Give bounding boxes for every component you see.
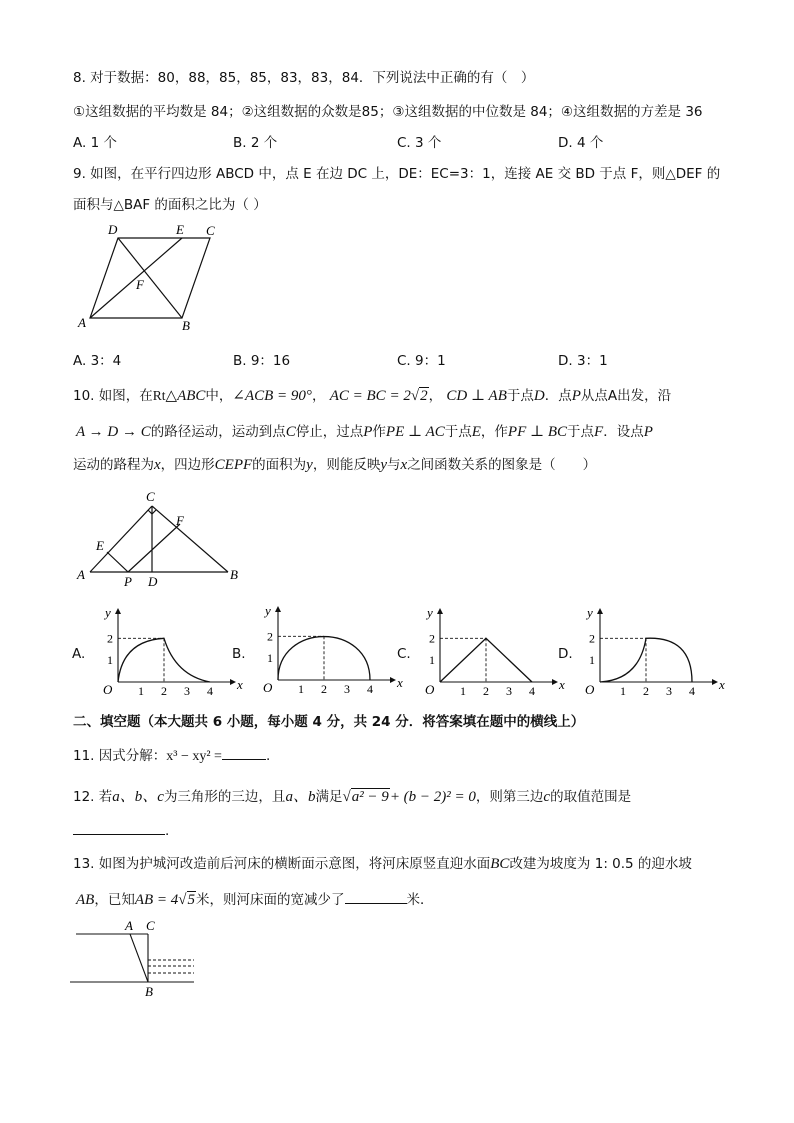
y-axis-arrow: [597, 608, 603, 614]
label-b: B: [145, 984, 153, 999]
axis-label-y: y: [105, 605, 111, 620]
x-tick-4: 4: [207, 684, 213, 698]
y-tick-2: 2: [107, 631, 113, 646]
label-a: A: [78, 315, 86, 330]
y-tick-2: 2: [429, 631, 435, 646]
q8-option-d: D. 4 个: [558, 135, 604, 151]
x-tick-2: 2: [643, 684, 649, 698]
axis-label-x: x: [559, 677, 565, 692]
q9-option-a: A. 3：4: [73, 353, 122, 369]
axis-label-x: x: [397, 675, 403, 690]
label-p: P: [124, 574, 132, 589]
y-tick-2: 2: [267, 629, 273, 644]
label-f: F: [136, 277, 144, 292]
q12-answer-line: .: [73, 820, 169, 839]
q11-answer-blank[interactable]: [222, 745, 266, 760]
q12-answer-blank[interactable]: [73, 820, 165, 835]
x-tick-1: 1: [138, 684, 144, 698]
q10-line1: 10. 如图，在Rt△ABC中，∠ACB = 90°， AC = BC = 2√2， CD ⊥ AB于点D．点P从点A出发，沿: [73, 388, 672, 404]
water-lines: [148, 960, 194, 973]
axis-label-y: y: [265, 603, 271, 618]
origin-label: O: [103, 682, 113, 697]
q9-option-d: D. 3：1: [558, 353, 608, 369]
graph-b-label: B.: [232, 646, 246, 662]
x-axis-arrow: [712, 679, 718, 685]
x-tick-2: 2: [483, 684, 489, 698]
q8-option-a: A. 1 个: [73, 135, 117, 151]
graph-a-label: A.: [72, 646, 86, 662]
q10-line3: 运动的路程为x，四边形CEPF的面积为y，则能反映y与x之间函数关系的图象是（ ）: [73, 457, 597, 473]
axis-label-x: x: [237, 677, 243, 692]
label-f: F: [176, 513, 184, 528]
label-b: B: [182, 318, 190, 333]
y-tick-2: 2: [589, 631, 595, 646]
graph-d: [578, 604, 725, 702]
graph-b: [256, 602, 403, 700]
x-tick-3: 3: [344, 682, 350, 696]
label-a: A: [125, 918, 133, 933]
y-tick-1: 1: [589, 653, 595, 668]
segment-pf: [128, 524, 180, 572]
origin-label: O: [263, 680, 273, 695]
x-axis-arrow: [390, 677, 396, 683]
slope-ab: [130, 934, 148, 982]
graph-c: [418, 604, 565, 702]
y-axis-arrow: [275, 606, 281, 612]
q8-option-c: C. 3 个: [397, 135, 442, 151]
y-tick-1: 1: [107, 653, 113, 668]
axis-label-x: x: [719, 677, 725, 692]
x-tick-4: 4: [367, 682, 373, 696]
section-title: 二、填空题（本大题共 6 小题，每小题 4 分，共 24 分．将答案填在题中的横线上）: [73, 714, 585, 730]
q13-line2: AB，已知AB = 4√5米，则河床面的宽减少了 米．: [76, 888, 434, 909]
q13-answer-blank[interactable]: [345, 889, 407, 904]
axis-label-y: y: [587, 605, 593, 620]
q10-triangle-figure: [72, 486, 252, 589]
graph-a: [96, 604, 243, 702]
x-tick-3: 3: [506, 684, 512, 698]
q9-parallelogram-figure: [70, 218, 230, 336]
label-e: E: [176, 222, 184, 237]
q8-statements: ①这组数据的平均数是 84；②这组数据的众数是85；③这组数据的中位数是 84；④这组数据的方差是 36: [73, 104, 703, 120]
x-tick-1: 1: [620, 684, 626, 698]
x-tick-2: 2: [321, 682, 327, 696]
graph-d-label: D.: [558, 646, 573, 662]
x-axis-arrow: [230, 679, 236, 685]
q10-line2: A → D → C的路径运动，运动到点C停止，过点P作PE ⊥ AC于点E，作PF ⊥ BC于点F．设点P: [76, 424, 653, 440]
y-axis-arrow: [437, 608, 443, 614]
diagonal-bd: [118, 238, 182, 318]
x-tick-4: 4: [529, 684, 535, 698]
x-tick-4: 4: [689, 684, 695, 698]
q9-option-b: B. 9：16: [233, 353, 291, 369]
label-b: B: [230, 567, 238, 582]
x-tick-1: 1: [298, 682, 304, 696]
q9-option-c: C. 9：1: [397, 353, 446, 369]
q9-stem-line1: 9. 如图，在平行四边形 ABCD 中，点 E 在边 DC 上，DE：EC=3：1，连接 AE 交 BD 于点 F，则△DEF 的: [73, 166, 721, 182]
segment-pe: [107, 552, 128, 572]
label-d: D: [108, 222, 118, 237]
axis-label-y: y: [427, 605, 433, 620]
label-c: C: [146, 918, 155, 933]
label-c: C: [146, 489, 155, 504]
y-axis-arrow: [115, 608, 121, 614]
x-tick-2: 2: [161, 684, 167, 698]
y-tick-1: 1: [267, 651, 273, 666]
label-a: A: [77, 567, 85, 582]
q11: 11. 因式分解：x³ − xy² = .: [73, 744, 270, 765]
q13-line1: 13. 如图为护城河改造前后河床的横断面示意图，将河床原竖直迎水面BC改建为坡度为 1: 0.5 的迎水坡: [73, 856, 692, 872]
origin-label: O: [585, 682, 595, 697]
q8-stem: 8. 对于数据：80，88，85，85，83，83，84．下列说法中正确的有（ ）: [73, 70, 535, 86]
x-tick-3: 3: [666, 684, 672, 698]
x-tick-3: 3: [184, 684, 190, 698]
label-c: C: [206, 223, 215, 238]
graph-c-label: C.: [397, 646, 411, 662]
y-tick-1: 1: [429, 653, 435, 668]
label-e: E: [96, 538, 104, 553]
q13-riverbed-figure: [68, 916, 200, 1000]
origin-label: O: [425, 682, 435, 697]
q8-option-b: B. 2 个: [233, 135, 278, 151]
x-axis-arrow: [552, 679, 558, 685]
q12: 12. 若a、b、c为三角形的三边，且a、b满足√a² − 9+ (b − 2)² = 0，则第三边c的取值范围是: [73, 789, 632, 805]
q9-stem-line2: 面积与△BAF 的面积之比为（ ）: [73, 197, 267, 213]
x-tick-1: 1: [460, 684, 466, 698]
label-d: D: [148, 574, 158, 589]
